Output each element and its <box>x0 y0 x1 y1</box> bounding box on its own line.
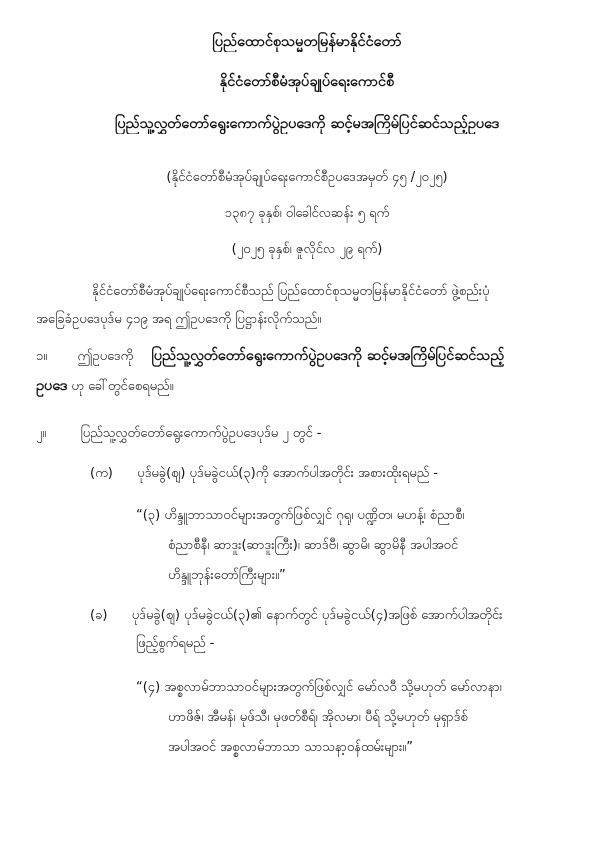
law-title: ပြည်သူ့လွှတ်တော်ရွေးကောက်ပွဲဥပဒေကို ဆင့်မအကြိမ်ပြင်ဆင်သည့်ဥပဒေ <box>114 116 500 132</box>
date-gregorian: (၂၀၂၅ ခုနှစ်၊ ဇူလိုင်လ ၂၉ ရက်) <box>231 242 383 257</box>
clause-a-text: ပုဒ်မခွဲ(ဈ) ပုဒ်မခွဲငယ်(၃)ကို အောက်ပါအတိုင်း အစားထိုးရမည် - <box>137 466 439 481</box>
clause-b-quote-line3: အပါအဝင် အစ္စလာမ်ဘာသာ သာသနာ့ဝန်ထမ်းများ။” <box>168 740 413 755</box>
council-heading: နိုင်ငံတော်စီမံအုပ်ချုပ်ရေးကောင်စီ <box>219 74 395 90</box>
date-myanmar: ၁၃၈၇ ခုနှစ်၊ ဝါခေါင်လဆန်း ၅ ရက် <box>224 206 390 221</box>
section2-line <box>36 424 578 444</box>
section1-line2-rest: ဟု ခေါ်တွင်စေရမည်။ <box>67 379 174 394</box>
section1-line1 <box>36 346 578 367</box>
section1-prefix: ဤဥပဒေကို <box>77 349 134 364</box>
clause-a-quote-line1: “(၃) ဟိန္ဒူဘာသာဝင်များအတွက်ဖြစ်လျှင် ဂုရု၊ ပဏ္ဍိတ၊ မဟန့်၊ စံညာစီ၊ <box>136 508 465 523</box>
clause-b-quote-line2: ဟာဖိဇ်၊ အီမန်၊ မုဖ်သီ၊ မုဖတ်စီရ်၊ အိုလမာ၊ ပီရ် သို့မဟုတ် မုရှာဒ်စ် <box>168 710 468 725</box>
country-heading: ပြည်ထောင်စုသမ္မတမြန်မာနိုင်ငံတော် <box>212 34 402 50</box>
preamble-line1: နိုင်ငံတော်စီမံအုပ်ချုပ်ရေးကောင်စီသည် ပြည်ထောင်စုသမ္မတမြန်မာနိုင်ငံတော် ဖွဲ့စည်းပုံ <box>92 284 490 299</box>
clause-b-line1 <box>90 606 578 626</box>
section1-number: ၁။ <box>36 349 48 364</box>
clause-a-line <box>90 464 578 484</box>
section1-title: ပြည်သူ့လွှတ်တော်ရွေးကောက်ပွဲဥပဒေကို ဆင့်မအကြိမ်ပြင်ဆင်သည့် <box>151 348 505 364</box>
section1-line2 <box>36 376 578 397</box>
law-number: (နိုင်ငံတော်စီမံအုပ်ချုပ်ရေးကောင်စီဥပဒေအမှတ် ၄၅ /၂၀၂၅) <box>166 170 448 185</box>
clause-b-text-line2: ဖြည့်စွက်ရမည် - <box>136 636 215 651</box>
section2-number: ၂။ <box>36 426 47 441</box>
clause-b-quote-line1: “(၄) အစ္စလာမ်ဘာသာဝင်များအတွက်ဖြစ်လျှင် မော်လဝီ သို့မဟုတ် မော်လာနာ၊ <box>136 680 502 695</box>
section1-line2-bold: ဥပဒေ <box>36 378 68 394</box>
preamble-line2: အခြေခံဥပဒေပုဒ်မ ၄၁၉ အရ ဤဥပဒေကို ပြဋ္ဌာန်းလိုက်သည်။ <box>36 312 322 327</box>
clause-a-label: (က) <box>90 466 113 481</box>
clause-a-quote-line2: စံညာစီနီ၊ ဆာဒူး(ဆာဒူးကြီး)၊ ဆာဒ်ဗီ၊ ဆွာမိ၊ ဆွာမိနီ အပါအဝင် <box>168 538 459 553</box>
clause-b-text-line1: ပုဒ်မခွဲ(ဈ) ပုဒ်မခွဲငယ်(၃)၏ နောက်တွင် ပုဒ်မခွဲငယ်(၄)အဖြစ် အောက်ပါအတိုင်း <box>131 608 503 623</box>
clause-a-quote-line3: ဟိန္ဒူဘုန်းတော်ကြီးများ။” <box>168 568 286 583</box>
clause-b-label: (ခ) <box>90 608 108 623</box>
section2-text: ပြည်သူ့လွှတ်တော်ရွေးကောက်ပွဲဥပဒေပုဒ်မ ၂ တွင် - <box>80 426 322 441</box>
